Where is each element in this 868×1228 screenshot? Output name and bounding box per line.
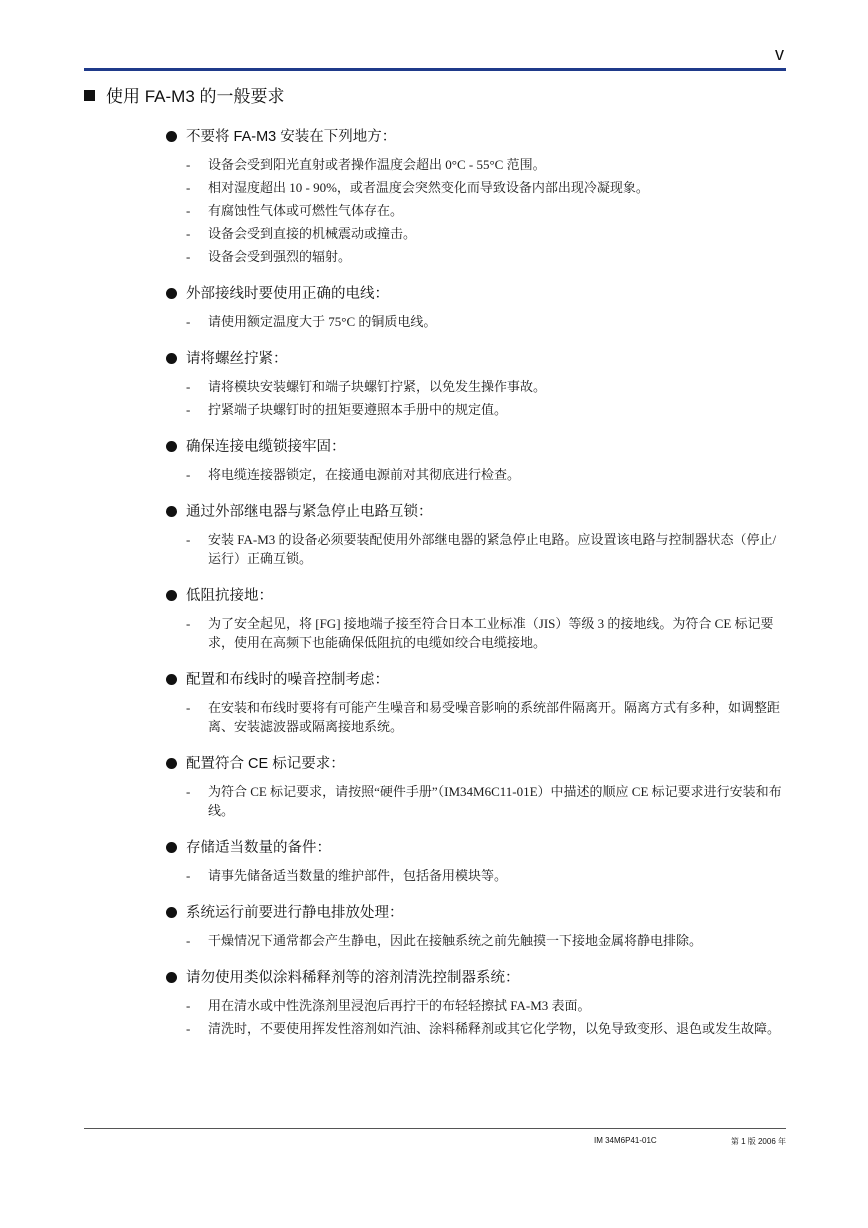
- bullet-icon: [166, 590, 177, 601]
- list-item-text: 有腐蚀性气体或可燃性气体存在。: [208, 203, 404, 218]
- list-item-text: 请将模块安装螺钉和端子块螺钉拧紧，以免发生操作事故。: [208, 379, 547, 394]
- requirement-heading: [166, 501, 788, 523]
- list-item: [166, 866, 788, 885]
- list-item: [166, 698, 788, 736]
- bullet-icon: [166, 842, 177, 853]
- dash-icon: -: [186, 784, 191, 799]
- list-item-text: 为符合 CE 标记要求，请按照“硬件手册”（IM34M6C11-01E）中描述的顺应 CE 标记要求进行安装和布线。: [208, 784, 782, 818]
- requirement-heading: [166, 348, 788, 370]
- requirement-group: [166, 669, 788, 736]
- requirement-heading: [166, 753, 788, 775]
- dash-icon: -: [186, 998, 191, 1013]
- requirement-heading-text: 请勿使用类似涂料稀释剂等的溶剂清洗控制器系统：: [186, 970, 520, 986]
- requirement-group: [166, 436, 788, 484]
- list-item-text: 用在清水或中性洗涤剂里浸泡后再拧干的布轻轻擦拭 FA-M3 表面。: [208, 998, 591, 1013]
- list-item: [166, 931, 788, 950]
- dash-icon: -: [186, 157, 191, 172]
- bullet-icon: [166, 758, 177, 769]
- list-item-text: 相对湿度超出 10 - 90%，或者温度会突然变化而导致设备内部出现冷凝现象。: [208, 180, 649, 195]
- list-item-text: 将电缆连接器锁定，在接通电源前对其彻底进行检查。: [208, 467, 521, 482]
- dash-icon: -: [186, 203, 191, 218]
- requirement-heading-text: 配置和布线时的噪音控制考虑：: [186, 672, 389, 688]
- dash-icon: -: [186, 180, 191, 195]
- bullet-icon: [166, 506, 177, 517]
- requirement-group: [166, 283, 788, 331]
- requirement-heading-text: 存储适当数量的备件：: [186, 840, 331, 856]
- list-item: [166, 312, 788, 331]
- requirement-heading-text: 低阻抗接地：: [186, 588, 273, 604]
- list-item-text: 设备会受到强烈的辐射。: [208, 249, 352, 264]
- list-item: [166, 996, 788, 1015]
- dash-icon: -: [186, 379, 191, 394]
- requirement-group: [166, 585, 788, 652]
- list-item: [166, 400, 788, 419]
- bullet-icon: [166, 674, 177, 685]
- dash-icon: -: [186, 402, 191, 417]
- requirement-group: [166, 753, 788, 820]
- dash-icon: -: [186, 314, 191, 329]
- requirement-heading: [166, 585, 788, 607]
- list-item-text: 设备会受到阳光直射或者操作温度会超出 0°C - 55°C 范围。: [208, 157, 546, 172]
- section-title-text: 使用 FA-M3 的一般要求: [106, 87, 285, 106]
- list-item: [166, 465, 788, 484]
- bullet-icon: [166, 972, 177, 983]
- requirement-heading-text: 确保连接电缆锁接牢固：: [186, 439, 346, 455]
- requirement-heading: [166, 967, 788, 989]
- requirement-heading: [166, 283, 788, 305]
- requirement-group: [166, 501, 788, 568]
- list-item: [166, 201, 788, 220]
- list-item: [166, 782, 788, 820]
- requirement-heading-text: 通过外部继电器与紧急停止电路互锁：: [186, 504, 433, 520]
- dash-icon: -: [186, 700, 191, 715]
- list-item-text: 在安装和布线时要将有可能产生噪音和易受噪音影响的系统部件隔离开。隔离方式有多种，如调整距离、安装滤波器或隔离接地系统。: [208, 700, 781, 734]
- requirement-heading-text: 外部接线时要使用正确的电线：: [186, 286, 389, 302]
- section-title: [84, 82, 285, 107]
- bullet-icon: [166, 441, 177, 452]
- dash-icon: -: [186, 1021, 191, 1036]
- list-item: [166, 614, 788, 652]
- requirement-group: [166, 967, 788, 1038]
- list-item: [166, 155, 788, 174]
- page-number: v: [775, 44, 784, 64]
- dash-icon: -: [186, 249, 191, 264]
- list-item-text: 清洗时，不要使用挥发性溶剂如汽油、涂料稀释剂或其它化学物，以免导致变形、退色或发生故障。: [208, 1021, 781, 1036]
- dash-icon: -: [186, 226, 191, 241]
- requirement-group: [166, 348, 788, 419]
- dash-icon: -: [186, 868, 191, 883]
- document-id: IM 34M6P41-01C: [594, 1136, 657, 1145]
- list-item: [166, 1019, 788, 1038]
- requirements-list: [166, 126, 788, 1055]
- requirement-heading: [166, 126, 788, 148]
- requirement-heading: [166, 902, 788, 924]
- list-item-text: 干燥情况下通常都会产生静电，因此在接触系统之前先触摸一下接地金属将静电排除。: [208, 933, 703, 948]
- list-item-text: 为了安全起见，将 [FG] 接地端子接至符合日本工业标准（JIS）等级 3 的接地线。为符合 CE 标记要求，使用在高频下也能确保低阻抗的电缆如绞合电缆接地。: [208, 616, 774, 650]
- requirement-heading: [166, 669, 788, 691]
- requirement-heading-text: 配置符合 CE 标记要求：: [186, 756, 345, 772]
- bullet-icon: [166, 131, 177, 142]
- header-rule: [84, 68, 786, 71]
- requirement-heading: [166, 837, 788, 859]
- list-item-text: 请事先储备适当数量的维护部件，包括备用模块等。: [208, 868, 508, 883]
- dash-icon: -: [186, 467, 191, 482]
- requirement-group: [166, 837, 788, 885]
- list-item-text: 请使用额定温度大于 75°C 的铜质电线。: [208, 314, 437, 329]
- requirement-heading-text: 不要将 FA-M3 安装在下列地方：: [186, 129, 397, 145]
- dash-icon: -: [186, 616, 191, 631]
- list-item-text: 拧紧端子块螺钉时的扭矩要遵照本手册中的规定值。: [208, 402, 508, 417]
- list-item-text: 设备会受到直接的机械震动或撞击。: [208, 226, 417, 241]
- list-item: [166, 224, 788, 243]
- list-item: [166, 377, 788, 396]
- bullet-icon: [166, 907, 177, 918]
- dash-icon: -: [186, 933, 191, 948]
- list-item: [166, 530, 788, 568]
- square-bullet-icon: [84, 90, 95, 101]
- footer-rule: [84, 1128, 786, 1129]
- dash-icon: -: [186, 532, 191, 547]
- requirement-group: [166, 902, 788, 950]
- list-item: [166, 247, 788, 266]
- requirement-group: [166, 126, 788, 266]
- list-item-text: 安装 FA-M3 的设备必须要装配使用外部继电器的紧急停止电路。应设置该电路与控制器状态（停止/运行）正确互锁。: [208, 532, 777, 566]
- requirement-heading-text: 请将螺丝拧紧：: [186, 351, 288, 367]
- list-item: [166, 178, 788, 197]
- requirement-heading: [166, 436, 788, 458]
- bullet-icon: [166, 288, 177, 299]
- requirement-heading-text: 系统运行前要进行静电排放处理：: [186, 905, 404, 921]
- edition-info: 第 1 版 2006 年: [730, 1137, 786, 1146]
- bullet-icon: [166, 353, 177, 364]
